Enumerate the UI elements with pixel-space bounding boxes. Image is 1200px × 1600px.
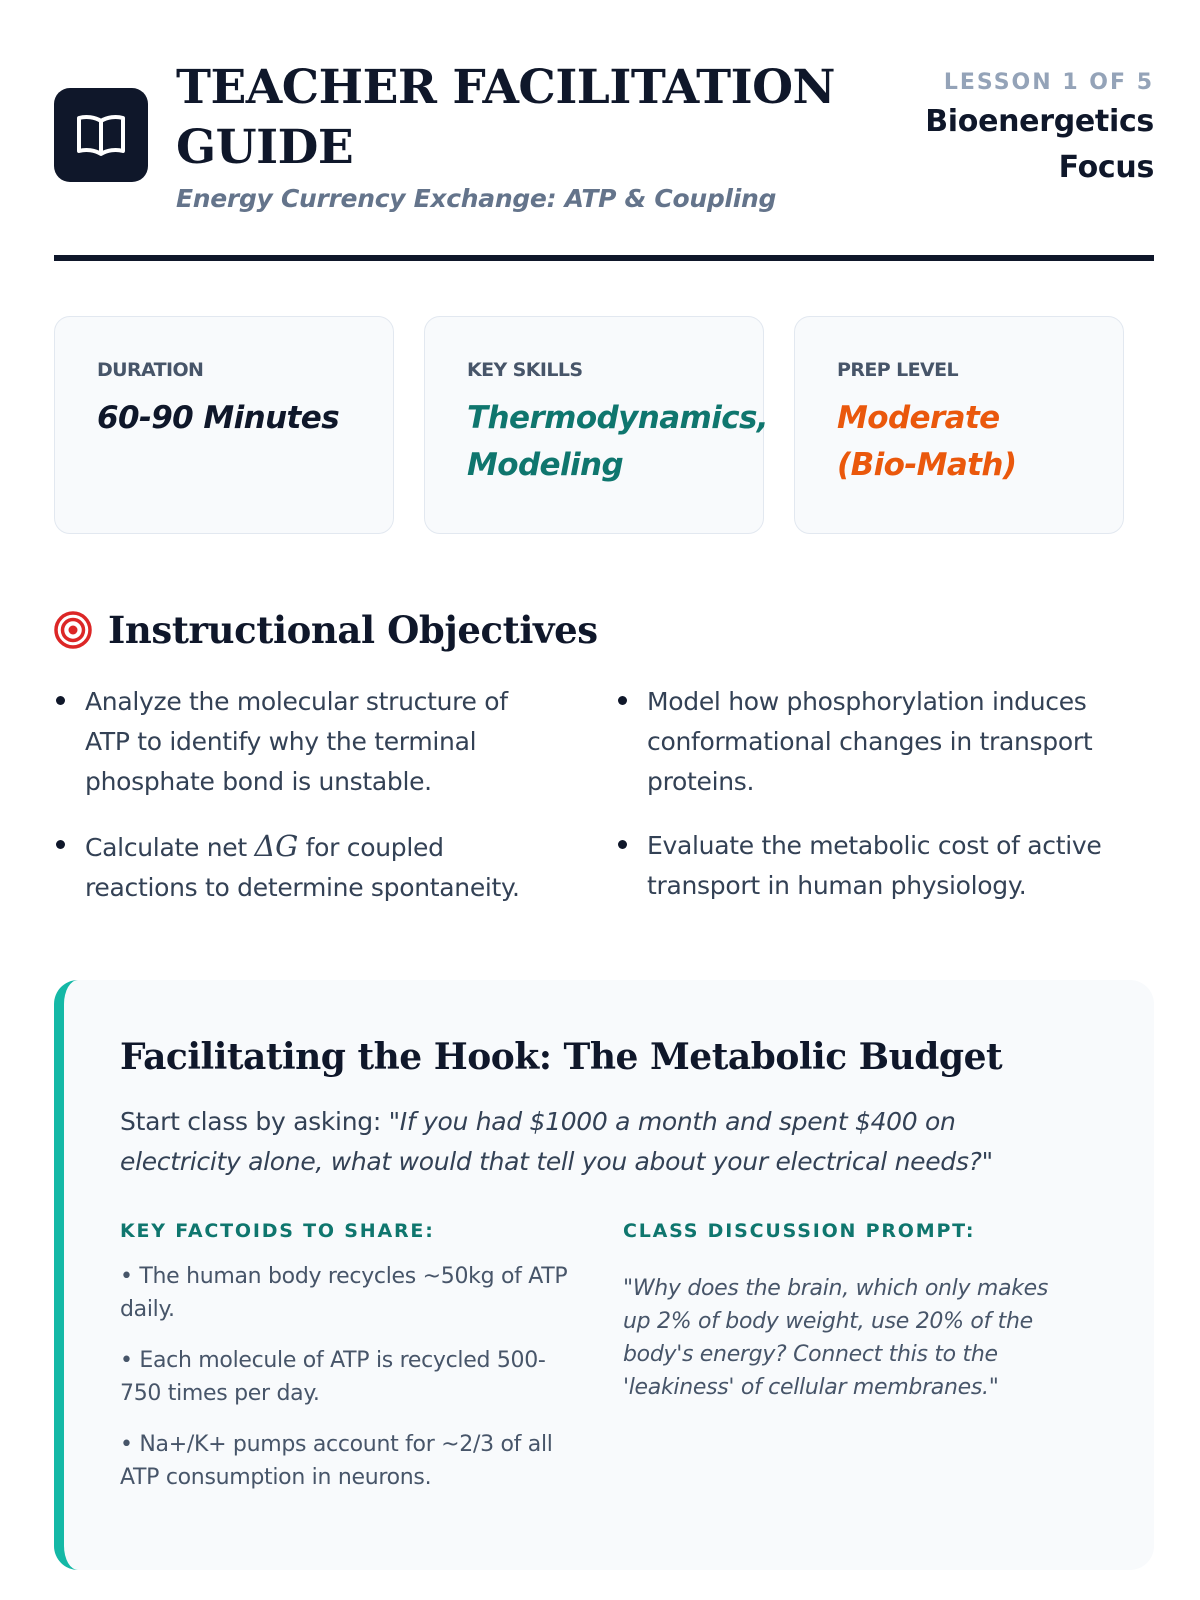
logo bbox=[54, 88, 148, 182]
card-label: KEY SKILLS bbox=[467, 359, 583, 381]
focus-line-1: Bioenergetics bbox=[925, 104, 1154, 139]
hook-intro-quote: "If you had $1000 a month and spent $400 on electricity alone, what would that tell you about your electrical needs?" bbox=[120, 1107, 993, 1176]
hook-panel bbox=[54, 980, 1154, 1570]
lesson-focus bbox=[854, 99, 1154, 191]
objective-item bbox=[54, 826, 544, 908]
header-divider bbox=[54, 255, 1154, 261]
hook-columns bbox=[120, 1220, 1094, 1520]
objective-text: for coupled reactions to determine spontaneity. bbox=[85, 833, 520, 902]
target-icon bbox=[54, 611, 92, 649]
objective-text: Calculate net bbox=[85, 833, 247, 862]
card-label: DURATION bbox=[97, 359, 204, 381]
card-value: Thermodynamics, Modeling bbox=[467, 400, 769, 483]
book-icon bbox=[75, 113, 127, 157]
delta-g-symbol: ΔG bbox=[254, 829, 299, 863]
factoid-item: • The human body recycles ~50kg of ATP daily. bbox=[120, 1264, 568, 1322]
lesson-info bbox=[854, 70, 1154, 191]
objectives-column-right bbox=[616, 682, 1116, 930]
hook-intro-lead: Start class by asking: bbox=[120, 1107, 381, 1136]
lesson-number: LESSON 1 OF 5 bbox=[943, 70, 1154, 95]
discussion-label: CLASS DISCUSSION PROMPT: bbox=[623, 1220, 976, 1242]
title-line-2: GUIDE bbox=[176, 120, 354, 175]
factoids-label: KEY FACTOIDS TO SHARE: bbox=[120, 1220, 435, 1242]
discussion-prompt: "Why does the brain, which only makes up 2% of body weight, use 20% of the body's energy? Connect this to the 'leakiness' of cellular membranes." bbox=[623, 1276, 1049, 1400]
hook-intro bbox=[120, 1102, 1060, 1182]
factoid-item: • Na+/K+ pumps account for ~2/3 of all ATP consumption in neurons. bbox=[120, 1432, 553, 1490]
objective-item: Evaluate the metabolic cost of active transport in human physiology. bbox=[616, 826, 1116, 906]
card-value: Moderate (Bio-Math) bbox=[837, 400, 1017, 483]
focus-line-2: Focus bbox=[1058, 150, 1154, 185]
header bbox=[54, 58, 1154, 213]
objectives-title: Instructional Objectives bbox=[108, 608, 598, 652]
objectives-column-left bbox=[54, 682, 544, 932]
title-line-1: TEACHER FACILITATION bbox=[176, 60, 835, 115]
card-label: PREP LEVEL bbox=[837, 359, 958, 381]
duration-card bbox=[54, 316, 394, 534]
objective-item: Model how phosphorylation induces conformational changes in transport proteins. bbox=[616, 682, 1116, 802]
prep-level-card bbox=[794, 316, 1124, 534]
objectives-header bbox=[54, 605, 598, 655]
info-cards bbox=[54, 316, 1154, 534]
card-value: 60-90 Minutes bbox=[97, 400, 340, 436]
page-title bbox=[176, 58, 876, 178]
page-subtitle: Energy Currency Exchange: ATP & Coupling bbox=[176, 184, 777, 213]
discussion-column bbox=[623, 1220, 1063, 1404]
factoid-item: • Each molecule of ATP is recycled 500-750 times per day. bbox=[120, 1348, 546, 1406]
hook-title: Facilitating the Hook: The Metabolic Budget bbox=[120, 1036, 1003, 1078]
factoids-column bbox=[120, 1220, 570, 1494]
objective-item: Analyze the molecular structure of ATP to identify why the terminal phosphate bond is unstable. bbox=[54, 682, 544, 802]
key-skills-card bbox=[424, 316, 769, 534]
title-block bbox=[176, 58, 876, 213]
